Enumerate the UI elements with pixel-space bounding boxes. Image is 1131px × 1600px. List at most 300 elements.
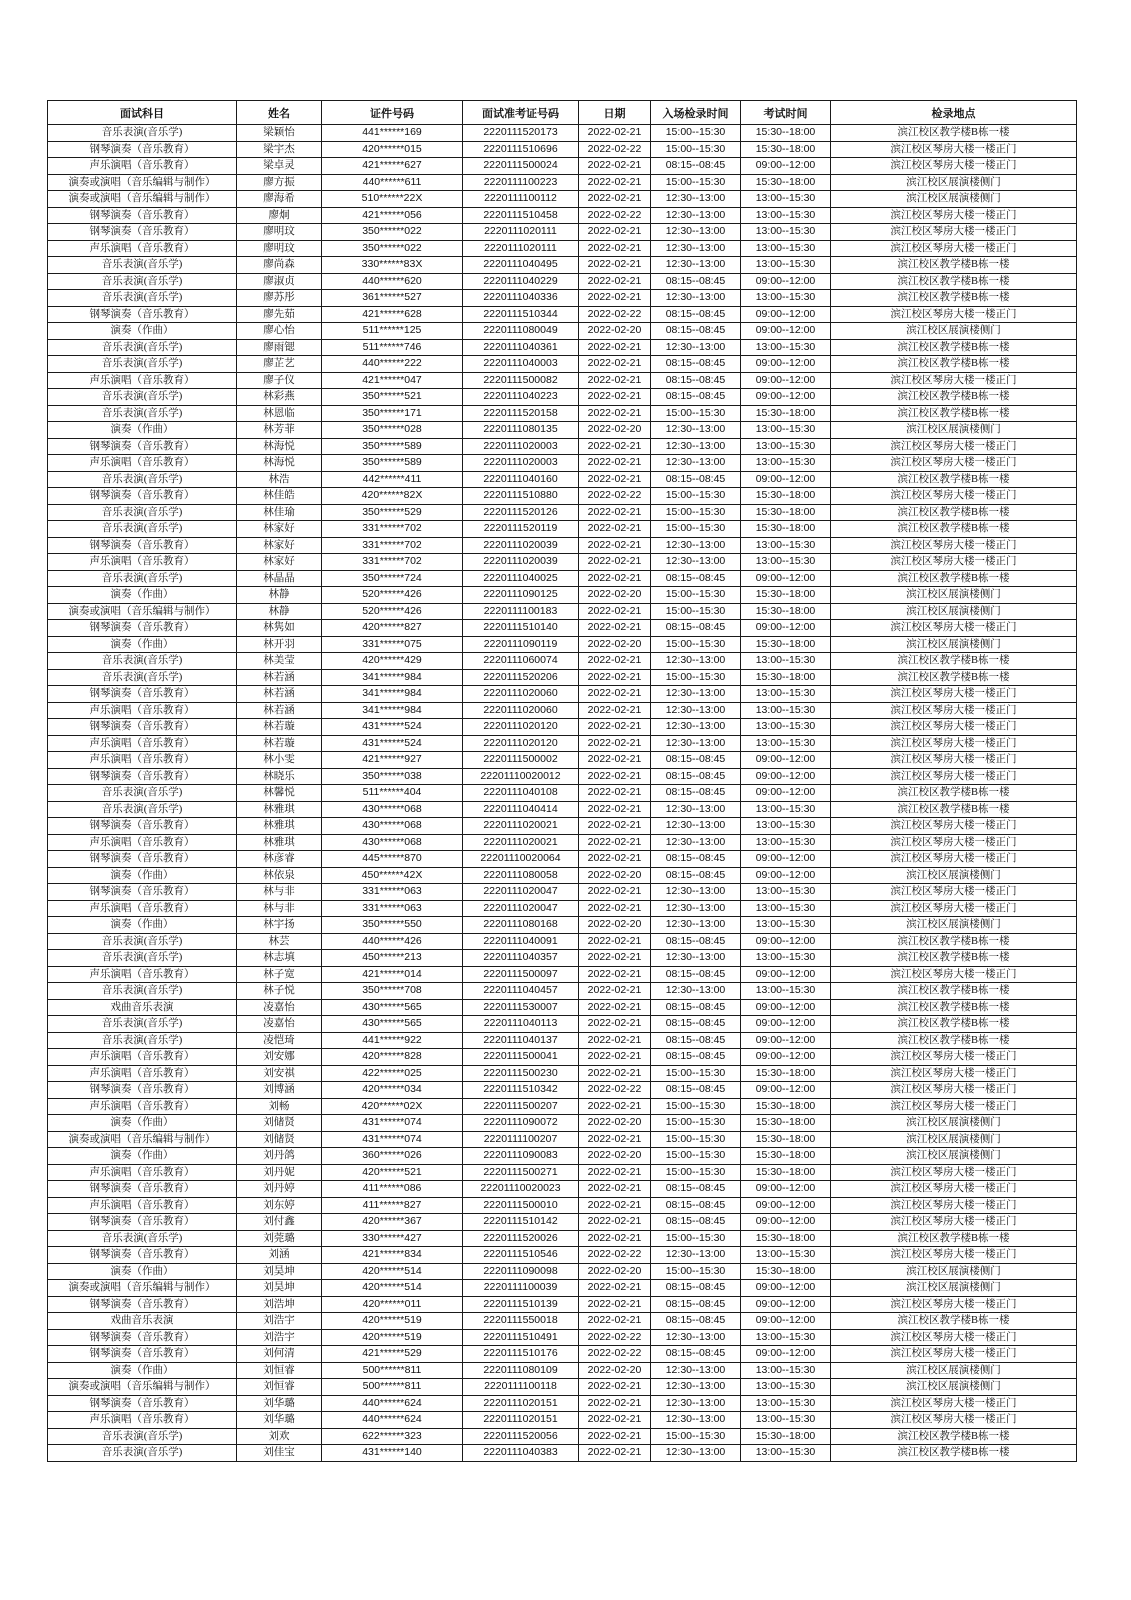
- cell-exam-time: 13:00--15:30: [741, 950, 831, 967]
- cell-exam-time: 09:00--12:00: [741, 570, 831, 587]
- cell-date: 2022-02-20: [579, 1115, 651, 1132]
- cell-exam-time: 13:00--15:30: [741, 884, 831, 901]
- cell-id-number: 511******404: [322, 785, 463, 802]
- cell-name: 廖苏彤: [237, 290, 322, 307]
- cell-admission-number: 2220111040336: [463, 290, 579, 307]
- cell-exam-time: 09:00--12:00: [741, 389, 831, 406]
- cell-checkin-time: 08:15--08:45: [651, 999, 741, 1016]
- cell-location: 滨江校区教学楼B栋一楼: [831, 1313, 1077, 1330]
- cell-subject: 音乐表演(音乐学): [48, 405, 237, 422]
- table-row: [48, 1065, 1077, 1082]
- cell-admission-number: 2220111520206: [463, 669, 579, 686]
- cell-admission-number: 2220111020151: [463, 1412, 579, 1429]
- cell-subject: 演奏（作曲）: [48, 422, 237, 439]
- cell-location: 滨江校区教学楼B栋一楼: [831, 389, 1077, 406]
- cell-subject: 音乐表演(音乐学): [48, 471, 237, 488]
- cell-name: 林馨悦: [237, 785, 322, 802]
- cell-id-number: 350******028: [322, 422, 463, 439]
- cell-name: 林晶晶: [237, 570, 322, 587]
- cell-name: 刘昊坤: [237, 1280, 322, 1297]
- cell-admission-number: 2220111510880: [463, 488, 579, 505]
- cell-id-number: 500******811: [322, 1362, 463, 1379]
- cell-subject: 音乐表演(音乐学): [48, 521, 237, 538]
- cell-name: 刘华璐: [237, 1395, 322, 1412]
- cell-checkin-time: 08:15--08:45: [651, 1280, 741, 1297]
- cell-admission-number: 2220111040383: [463, 1445, 579, 1462]
- cell-id-number: 440******624: [322, 1395, 463, 1412]
- cell-id-number: 440******624: [322, 1412, 463, 1429]
- cell-id-number: 331******063: [322, 900, 463, 917]
- cell-exam-time: 09:00--12:00: [741, 1016, 831, 1033]
- cell-admission-number: 2220111040457: [463, 983, 579, 1000]
- cell-admission-number: 2220111040137: [463, 1032, 579, 1049]
- cell-checkin-time: 12:30--13:00: [651, 554, 741, 571]
- table-row: [48, 1131, 1077, 1148]
- cell-subject: 声乐演唱（音乐教育）: [48, 372, 237, 389]
- cell-admission-number: 2220111520056: [463, 1428, 579, 1445]
- cell-date: 2022-02-21: [579, 1181, 651, 1198]
- cell-id-number: 341******984: [322, 669, 463, 686]
- header-name: 姓名: [237, 101, 322, 125]
- cell-checkin-time: 15:00--15:30: [651, 174, 741, 191]
- cell-admission-number: 2220111100112: [463, 191, 579, 208]
- cell-subject: 演奏（作曲）: [48, 917, 237, 934]
- cell-exam-time: 15:30--18:00: [741, 174, 831, 191]
- cell-date: 2022-02-20: [579, 422, 651, 439]
- cell-admission-number: 2220111040229: [463, 273, 579, 290]
- cell-checkin-time: 15:00--15:30: [651, 1098, 741, 1115]
- cell-name: 林雅琪: [237, 834, 322, 851]
- cell-exam-time: 15:30--18:00: [741, 603, 831, 620]
- cell-admission-number: 2220111500024: [463, 158, 579, 175]
- cell-location: 滨江校区教学楼B栋一楼: [831, 570, 1077, 587]
- cell-location: 滨江校区琴房大楼一楼正门: [831, 1065, 1077, 1082]
- cell-checkin-time: 12:30--13:00: [651, 207, 741, 224]
- cell-subject: 演奏（作曲）: [48, 636, 237, 653]
- cell-name: 刘丹鸽: [237, 1148, 322, 1165]
- cell-id-number: 350******171: [322, 405, 463, 422]
- cell-location: 滨江校区展演楼侧门: [831, 917, 1077, 934]
- cell-id-number: 360******026: [322, 1148, 463, 1165]
- cell-location: 滨江校区琴房大楼一楼正门: [831, 768, 1077, 785]
- cell-subject: 戏曲音乐表演: [48, 1313, 237, 1330]
- cell-admission-number: 2220111500082: [463, 372, 579, 389]
- cell-exam-time: 15:30--18:00: [741, 1230, 831, 1247]
- cell-name: 凌嘉怡: [237, 1016, 322, 1033]
- cell-location: 滨江校区琴房大楼一楼正门: [831, 141, 1077, 158]
- cell-checkin-time: 08:15--08:45: [651, 158, 741, 175]
- cell-name: 林家好: [237, 537, 322, 554]
- cell-date: 2022-02-21: [579, 900, 651, 917]
- cell-name: 刘涵: [237, 1247, 322, 1264]
- cell-subject: 声乐演唱（音乐教育）: [48, 455, 237, 472]
- cell-location: 滨江校区琴房大楼一楼正门: [831, 851, 1077, 868]
- cell-exam-time: 15:30--18:00: [741, 488, 831, 505]
- cell-admission-number: 2220111020111: [463, 224, 579, 241]
- cell-location: 滨江校区琴房大楼一楼正门: [831, 1181, 1077, 1198]
- table-row: [48, 884, 1077, 901]
- cell-subject: 钢琴演奏（音乐教育）: [48, 1082, 237, 1099]
- cell-subject: 钢琴演奏（音乐教育）: [48, 1296, 237, 1313]
- cell-checkin-time: 12:30--13:00: [651, 1412, 741, 1429]
- header-date: 日期: [579, 101, 651, 125]
- cell-admission-number: 2220111510491: [463, 1329, 579, 1346]
- cell-id-number: 440******611: [322, 174, 463, 191]
- cell-date: 2022-02-21: [579, 983, 651, 1000]
- cell-date: 2022-02-21: [579, 620, 651, 637]
- cell-name: 林若涵: [237, 669, 322, 686]
- cell-exam-time: 09:00--12:00: [741, 867, 831, 884]
- cell-date: 2022-02-22: [579, 306, 651, 323]
- cell-admission-number: 2220111060074: [463, 653, 579, 670]
- cell-id-number: 361******527: [322, 290, 463, 307]
- cell-id-number: 445******870: [322, 851, 463, 868]
- cell-date: 2022-02-21: [579, 768, 651, 785]
- cell-name: 林小雯: [237, 752, 322, 769]
- header-subject: 面试科目: [48, 101, 237, 125]
- cell-id-number: 420******015: [322, 141, 463, 158]
- cell-exam-time: 09:00--12:00: [741, 933, 831, 950]
- cell-subject: 音乐表演(音乐学): [48, 570, 237, 587]
- cell-subject: 演奏（作曲）: [48, 1362, 237, 1379]
- cell-subject: 演奏或演唱（音乐编辑与制作）: [48, 1280, 237, 1297]
- cell-date: 2022-02-21: [579, 438, 651, 455]
- cell-name: 刘佳宝: [237, 1445, 322, 1462]
- cell-subject: 钢琴演奏（音乐教育）: [48, 1329, 237, 1346]
- cell-id-number: 441******169: [322, 125, 463, 142]
- table-row: [48, 455, 1077, 472]
- cell-date: 2022-02-21: [579, 686, 651, 703]
- cell-checkin-time: 12:30--13:00: [651, 884, 741, 901]
- cell-exam-time: 13:00--15:30: [741, 1445, 831, 1462]
- cell-checkin-time: 08:15--08:45: [651, 306, 741, 323]
- cell-id-number: 420******82X: [322, 488, 463, 505]
- cell-name: 廖芷艺: [237, 356, 322, 373]
- cell-date: 2022-02-21: [579, 290, 651, 307]
- cell-location: 滨江校区展演楼侧门: [831, 1115, 1077, 1132]
- cell-subject: 音乐表演(音乐学): [48, 125, 237, 142]
- cell-checkin-time: 15:00--15:30: [651, 405, 741, 422]
- cell-location: 滨江校区琴房大楼一楼正门: [831, 1329, 1077, 1346]
- cell-name: 林与非: [237, 900, 322, 917]
- cell-location: 滨江校区琴房大楼一楼正门: [831, 752, 1077, 769]
- cell-subject: 音乐表演(音乐学): [48, 1445, 237, 1462]
- cell-admission-number: 2220111040495: [463, 257, 579, 274]
- cell-id-number: 422******025: [322, 1065, 463, 1082]
- cell-location: 滨江校区琴房大楼一楼正门: [831, 372, 1077, 389]
- cell-location: 滨江校区琴房大楼一楼正门: [831, 818, 1077, 835]
- cell-subject: 钢琴演奏（音乐教育）: [48, 1247, 237, 1264]
- cell-subject: 演奏或演唱（音乐编辑与制作）: [48, 603, 237, 620]
- table-row: [48, 1296, 1077, 1313]
- cell-location: 滨江校区展演楼侧门: [831, 1379, 1077, 1396]
- cell-admission-number: 22201110020012: [463, 768, 579, 785]
- cell-name: 林若涵: [237, 686, 322, 703]
- cell-id-number: 420******034: [322, 1082, 463, 1099]
- cell-date: 2022-02-21: [579, 603, 651, 620]
- cell-location: 滨江校区琴房大楼一楼正门: [831, 537, 1077, 554]
- cell-id-number: 421******529: [322, 1346, 463, 1363]
- cell-exam-time: 09:00--12:00: [741, 1214, 831, 1231]
- cell-location: 滨江校区教学楼B栋一楼: [831, 1230, 1077, 1247]
- table-row: [48, 125, 1077, 142]
- table-row: [48, 174, 1077, 191]
- cell-name: 林雅琪: [237, 801, 322, 818]
- table-row: [48, 1280, 1077, 1297]
- cell-name: 林恩临: [237, 405, 322, 422]
- cell-id-number: 411******086: [322, 1181, 463, 1198]
- cell-id-number: 421******047: [322, 372, 463, 389]
- cell-admission-number: 2220111020039: [463, 554, 579, 571]
- cell-checkin-time: 08:15--08:45: [651, 620, 741, 637]
- table-row: [48, 339, 1077, 356]
- cell-subject: 音乐表演(音乐学): [48, 273, 237, 290]
- cell-location: 滨江校区教学楼B栋一楼: [831, 785, 1077, 802]
- cell-admission-number: 2220111500041: [463, 1049, 579, 1066]
- cell-location: 滨江校区教学楼B栋一楼: [831, 290, 1077, 307]
- cell-subject: 音乐表演(音乐学): [48, 356, 237, 373]
- cell-subject: 声乐演唱（音乐教育）: [48, 900, 237, 917]
- cell-subject: 音乐表演(音乐学): [48, 339, 237, 356]
- cell-subject: 音乐表演(音乐学): [48, 983, 237, 1000]
- table-row: [48, 323, 1077, 340]
- cell-name: 林芳菲: [237, 422, 322, 439]
- cell-id-number: 331******702: [322, 521, 463, 538]
- cell-admission-number: 2220111040091: [463, 933, 579, 950]
- cell-admission-number: 2220111510142: [463, 1214, 579, 1231]
- cell-subject: 演奏（作曲）: [48, 867, 237, 884]
- cell-subject: 演奏（作曲）: [48, 1115, 237, 1132]
- cell-date: 2022-02-22: [579, 207, 651, 224]
- cell-id-number: 350******022: [322, 240, 463, 257]
- cell-checkin-time: 08:15--08:45: [651, 389, 741, 406]
- cell-name: 林芸: [237, 933, 322, 950]
- cell-name: 林与非: [237, 884, 322, 901]
- cell-name: 刘华璐: [237, 1412, 322, 1429]
- cell-name: 廖雨锶: [237, 339, 322, 356]
- table-row: [48, 1016, 1077, 1033]
- cell-admission-number: 2220111020003: [463, 438, 579, 455]
- cell-admission-number: 2220111500207: [463, 1098, 579, 1115]
- cell-checkin-time: 15:00--15:30: [651, 1164, 741, 1181]
- cell-id-number: 350******724: [322, 570, 463, 587]
- cell-admission-number: 2220111500097: [463, 966, 579, 983]
- table-row: [48, 768, 1077, 785]
- cell-date: 2022-02-21: [579, 851, 651, 868]
- cell-id-number: 421******056: [322, 207, 463, 224]
- cell-checkin-time: 12:30--13:00: [651, 950, 741, 967]
- cell-admission-number: 2220111020021: [463, 834, 579, 851]
- cell-checkin-time: 15:00--15:30: [651, 587, 741, 604]
- table-row: [48, 356, 1077, 373]
- cell-admission-number: 2220111510139: [463, 1296, 579, 1313]
- cell-id-number: 350******521: [322, 389, 463, 406]
- cell-location: 滨江校区琴房大楼一楼正门: [831, 686, 1077, 703]
- cell-subject: 声乐演唱（音乐教育）: [48, 158, 237, 175]
- cell-exam-time: 15:30--18:00: [741, 405, 831, 422]
- cell-exam-time: 13:00--15:30: [741, 686, 831, 703]
- cell-date: 2022-02-21: [579, 1428, 651, 1445]
- cell-date: 2022-02-21: [579, 356, 651, 373]
- table-row: [48, 719, 1077, 736]
- cell-exam-time: 13:00--15:30: [741, 240, 831, 257]
- cell-name: 廖先茹: [237, 306, 322, 323]
- cell-subject: 钢琴演奏（音乐教育）: [48, 207, 237, 224]
- cell-date: 2022-02-22: [579, 1247, 651, 1264]
- cell-location: 滨江校区展演楼侧门: [831, 1280, 1077, 1297]
- cell-exam-time: 09:00--12:00: [741, 356, 831, 373]
- cell-name: 林静: [237, 587, 322, 604]
- cell-checkin-time: 08:15--08:45: [651, 1082, 741, 1099]
- cell-admission-number: 2220111520158: [463, 405, 579, 422]
- cell-checkin-time: 12:30--13:00: [651, 1445, 741, 1462]
- table-row: [48, 917, 1077, 934]
- cell-exam-time: 09:00--12:00: [741, 966, 831, 983]
- cell-exam-time: 13:00--15:30: [741, 1247, 831, 1264]
- cell-id-number: 430******068: [322, 834, 463, 851]
- cell-date: 2022-02-21: [579, 719, 651, 736]
- cell-exam-time: 15:30--18:00: [741, 521, 831, 538]
- cell-checkin-time: 08:15--08:45: [651, 471, 741, 488]
- cell-admission-number: 2220111520026: [463, 1230, 579, 1247]
- cell-admission-number: 2220111020060: [463, 686, 579, 703]
- cell-location: 滨江校区教学楼B栋一楼: [831, 1032, 1077, 1049]
- cell-exam-time: 13:00--15:30: [741, 653, 831, 670]
- cell-checkin-time: 08:15--08:45: [651, 933, 741, 950]
- table-row: [48, 504, 1077, 521]
- table-row: [48, 488, 1077, 505]
- cell-exam-time: 15:30--18:00: [741, 636, 831, 653]
- table-row: [48, 306, 1077, 323]
- cell-checkin-time: 12:30--13:00: [651, 801, 741, 818]
- table-row: [48, 1181, 1077, 1198]
- cell-subject: 演奏（作曲）: [48, 587, 237, 604]
- table-row: [48, 554, 1077, 571]
- cell-name: 林家好: [237, 521, 322, 538]
- cell-name: 林若璇: [237, 735, 322, 752]
- cell-checkin-time: 12:30--13:00: [651, 537, 741, 554]
- cell-checkin-time: 12:30--13:00: [651, 900, 741, 917]
- cell-admission-number: 2220111100039: [463, 1280, 579, 1297]
- cell-id-number: 331******702: [322, 554, 463, 571]
- cell-location: 滨江校区琴房大楼一楼正门: [831, 455, 1077, 472]
- cell-exam-time: 15:30--18:00: [741, 1263, 831, 1280]
- cell-name: 林若涵: [237, 702, 322, 719]
- cell-exam-time: 13:00--15:30: [741, 1412, 831, 1429]
- cell-date: 2022-02-21: [579, 405, 651, 422]
- cell-name: 林静: [237, 603, 322, 620]
- cell-date: 2022-02-21: [579, 933, 651, 950]
- cell-location: 滨江校区琴房大楼一楼正门: [831, 900, 1077, 917]
- table-row: [48, 1247, 1077, 1264]
- cell-location: 滨江校区琴房大楼一楼正门: [831, 1214, 1077, 1231]
- cell-subject: 钢琴演奏（音乐教育）: [48, 818, 237, 835]
- cell-location: 滨江校区琴房大楼一楼正门: [831, 438, 1077, 455]
- cell-name: 凌恺琦: [237, 1032, 322, 1049]
- cell-admission-number: 2220111020021: [463, 818, 579, 835]
- cell-date: 2022-02-21: [579, 1230, 651, 1247]
- cell-name: 林雅琪: [237, 818, 322, 835]
- cell-subject: 音乐表演(音乐学): [48, 389, 237, 406]
- cell-admission-number: 2220111040113: [463, 1016, 579, 1033]
- cell-date: 2022-02-21: [579, 191, 651, 208]
- cell-date: 2022-02-20: [579, 917, 651, 934]
- cell-exam-time: 09:00--12:00: [741, 1032, 831, 1049]
- cell-name: 廖子仪: [237, 372, 322, 389]
- cell-exam-time: 13:00--15:30: [741, 207, 831, 224]
- cell-date: 2022-02-21: [579, 1379, 651, 1396]
- cell-id-number: 350******708: [322, 983, 463, 1000]
- cell-location: 滨江校区教学楼B栋一楼: [831, 273, 1077, 290]
- cell-date: 2022-02-20: [579, 587, 651, 604]
- cell-date: 2022-02-21: [579, 273, 651, 290]
- cell-location: 滨江校区琴房大楼一楼正门: [831, 1197, 1077, 1214]
- cell-date: 2022-02-21: [579, 471, 651, 488]
- cell-checkin-time: 08:15--08:45: [651, 768, 741, 785]
- cell-date: 2022-02-21: [579, 1032, 651, 1049]
- table-row: [48, 405, 1077, 422]
- cell-checkin-time: 15:00--15:30: [651, 1065, 741, 1082]
- cell-exam-time: 09:00--12:00: [741, 1181, 831, 1198]
- cell-date: 2022-02-20: [579, 1263, 651, 1280]
- cell-location: 滨江校区琴房大楼一楼正门: [831, 1082, 1077, 1099]
- cell-id-number: 450******42X: [322, 867, 463, 884]
- cell-admission-number: 2220111040414: [463, 801, 579, 818]
- table-header: [48, 101, 1077, 125]
- cell-name: 林子宽: [237, 966, 322, 983]
- cell-admission-number: 2220111090125: [463, 587, 579, 604]
- cell-id-number: 440******426: [322, 933, 463, 950]
- cell-subject: 演奏或演唱（音乐编辑与制作）: [48, 191, 237, 208]
- cell-checkin-time: 12:30--13:00: [651, 1379, 741, 1396]
- cell-date: 2022-02-21: [579, 966, 651, 983]
- cell-location: 滨江校区教学楼B栋一楼: [831, 125, 1077, 142]
- cell-admission-number: 2220111080058: [463, 867, 579, 884]
- table-row: [48, 1230, 1077, 1247]
- cell-id-number: 420******02X: [322, 1098, 463, 1115]
- cell-subject: 音乐表演(音乐学): [48, 1428, 237, 1445]
- cell-name: 廖心怡: [237, 323, 322, 340]
- cell-date: 2022-02-21: [579, 785, 651, 802]
- cell-id-number: 420******514: [322, 1263, 463, 1280]
- cell-exam-time: 13:00--15:30: [741, 438, 831, 455]
- table-row: [48, 686, 1077, 703]
- cell-name: 林海悦: [237, 438, 322, 455]
- cell-date: 2022-02-21: [579, 1131, 651, 1148]
- cell-checkin-time: 12:30--13:00: [651, 1362, 741, 1379]
- cell-name: 廖炯: [237, 207, 322, 224]
- cell-subject: 声乐演唱（音乐教育）: [48, 1412, 237, 1429]
- cell-date: 2022-02-21: [579, 818, 651, 835]
- cell-location: 滨江校区展演楼侧门: [831, 867, 1077, 884]
- table-row: [48, 735, 1077, 752]
- cell-checkin-time: 08:15--08:45: [651, 867, 741, 884]
- cell-subject: 声乐演唱（音乐教育）: [48, 735, 237, 752]
- cell-location: 滨江校区琴房大楼一楼正门: [831, 1296, 1077, 1313]
- cell-date: 2022-02-21: [579, 669, 651, 686]
- cell-id-number: 520******426: [322, 603, 463, 620]
- cell-exam-time: 13:00--15:30: [741, 1329, 831, 1346]
- cell-name: 廖尚森: [237, 257, 322, 274]
- cell-date: 2022-02-21: [579, 257, 651, 274]
- cell-subject: 音乐表演(音乐学): [48, 933, 237, 950]
- cell-location: 滨江校区教学楼B栋一楼: [831, 999, 1077, 1016]
- cell-id-number: 350******529: [322, 504, 463, 521]
- cell-subject: 钢琴演奏（音乐教育）: [48, 1181, 237, 1198]
- cell-exam-time: 13:00--15:30: [741, 834, 831, 851]
- cell-exam-time: 09:00--12:00: [741, 1082, 831, 1099]
- cell-date: 2022-02-21: [579, 125, 651, 142]
